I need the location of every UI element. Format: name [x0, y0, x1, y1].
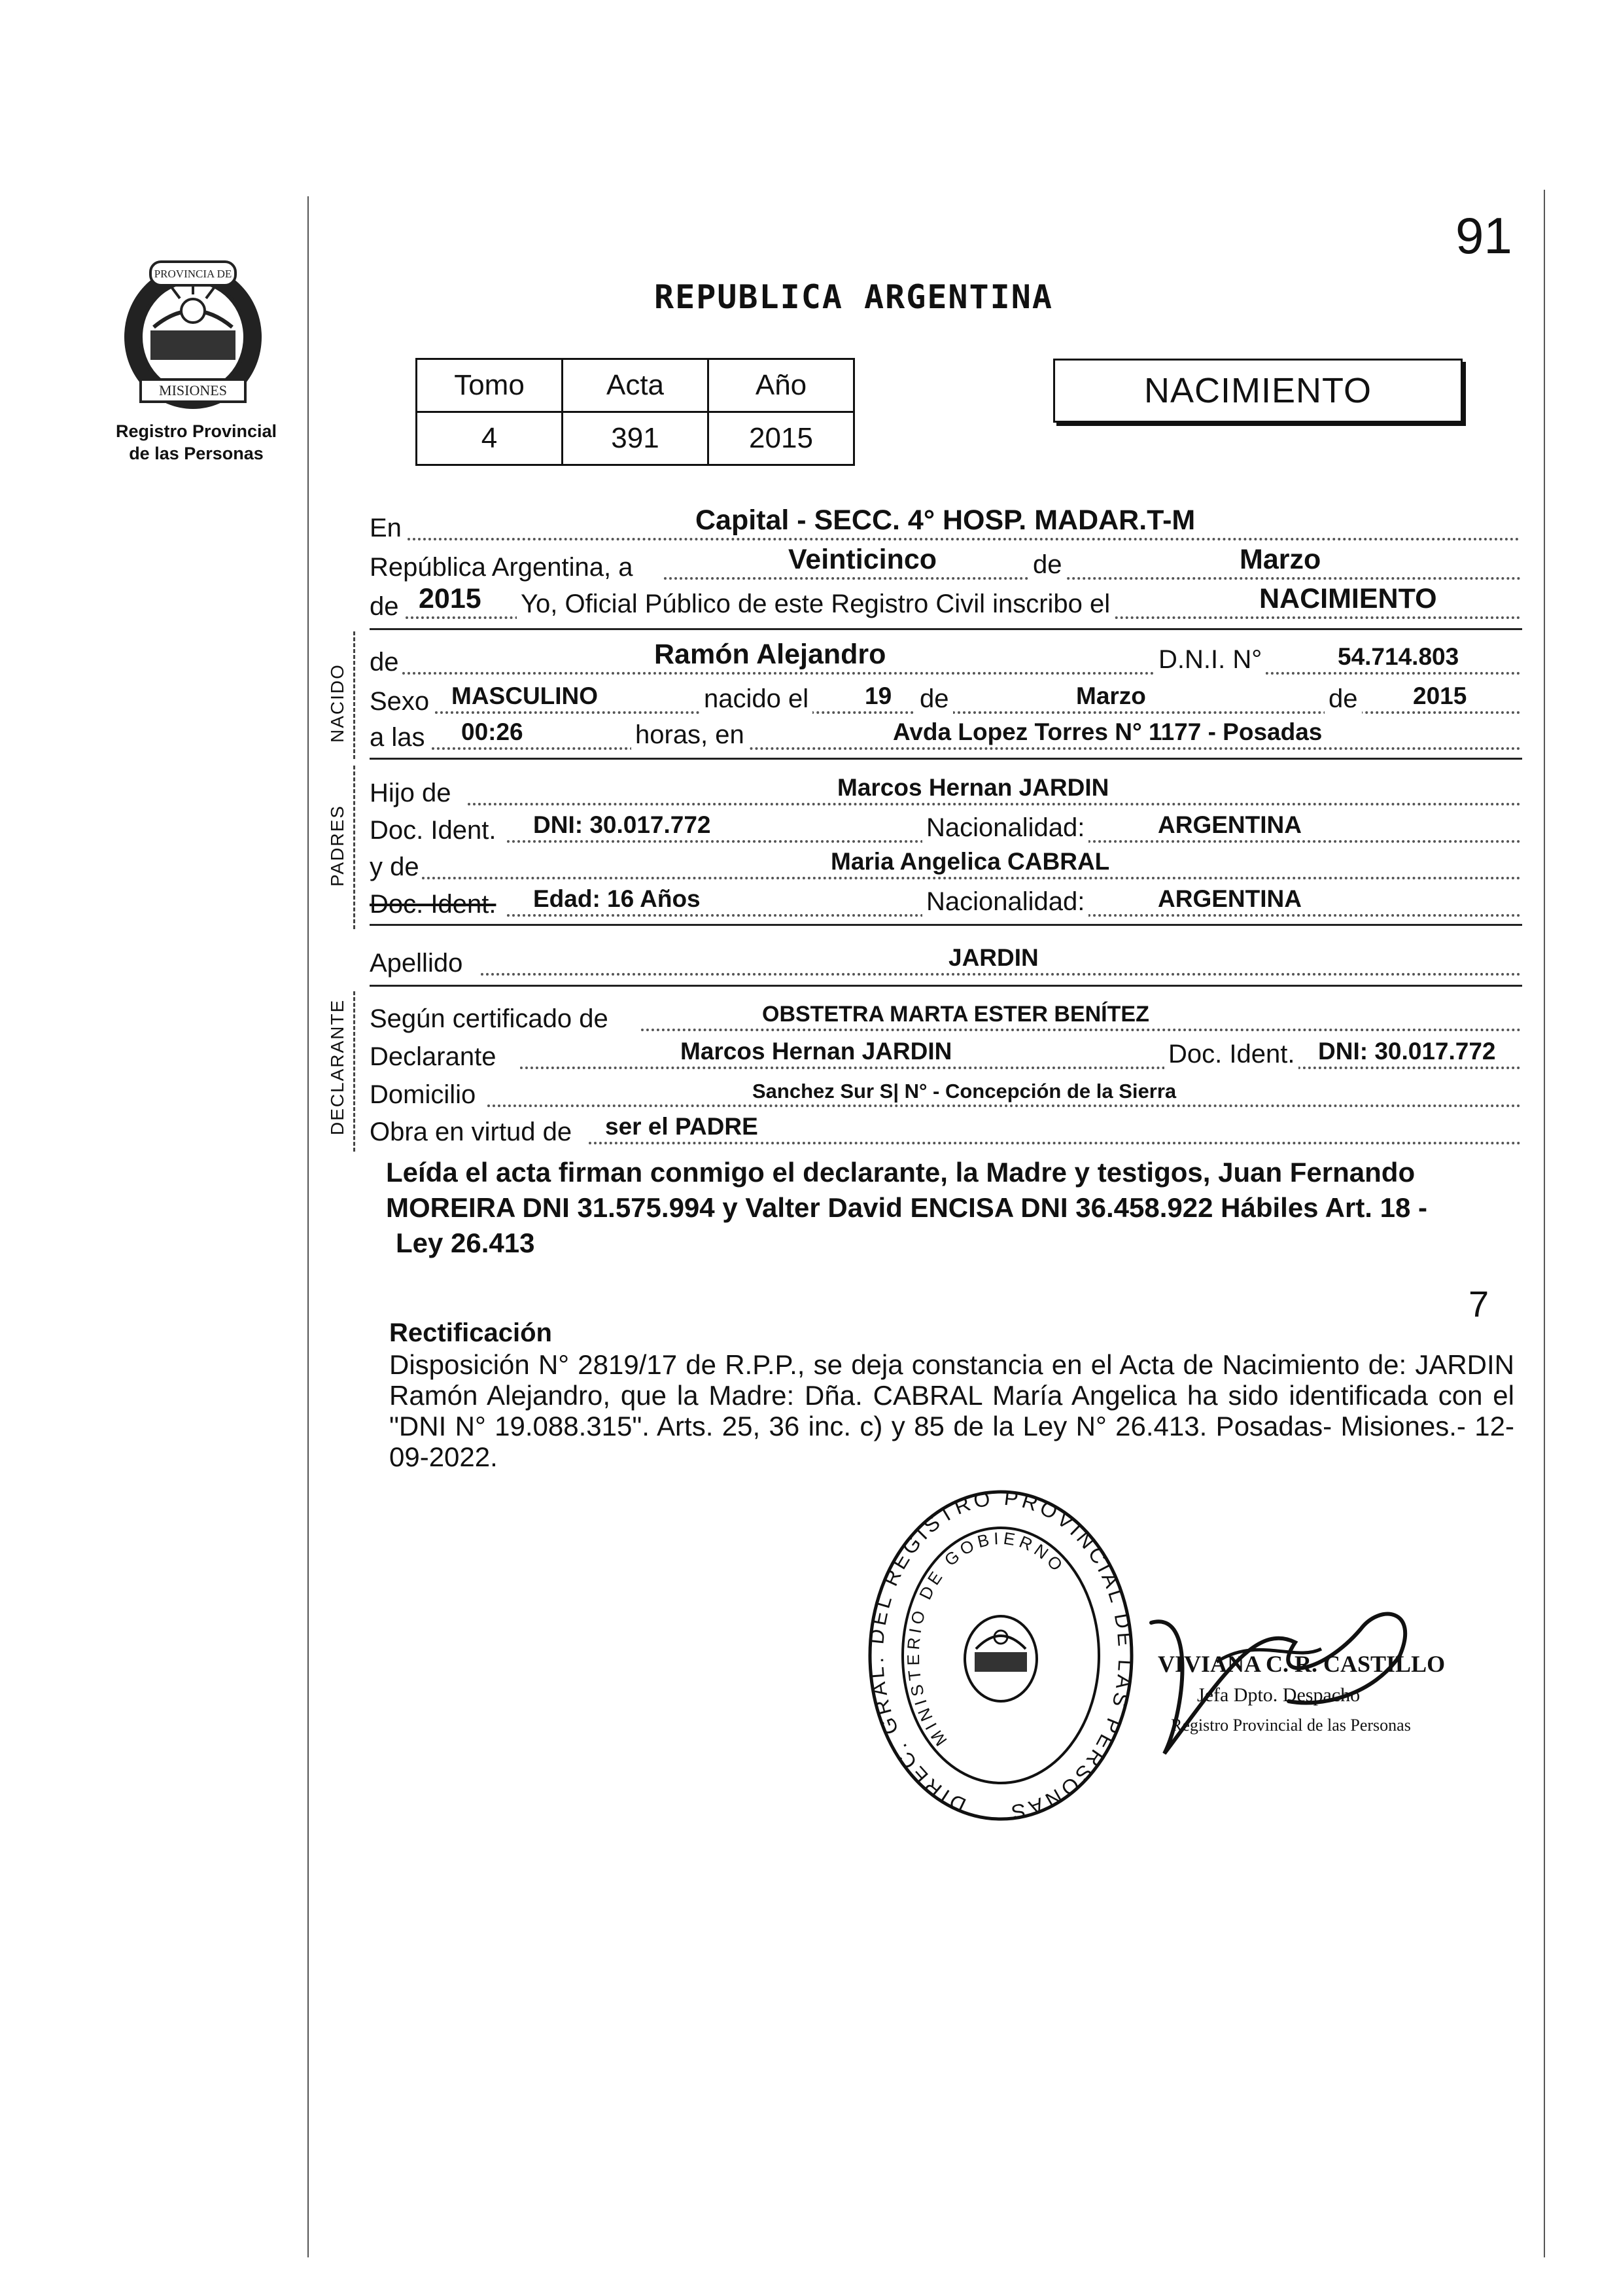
signature-name: VIVIANA C. R. CASTILLO — [1158, 1651, 1446, 1677]
dotted-fill — [432, 747, 1521, 750]
document-title: REPUBLICA ARGENTINA — [654, 278, 1053, 316]
label-republica: República Argentina, a — [370, 553, 633, 582]
row-date — [370, 543, 1521, 582]
value-birth-month: Marzo — [1076, 682, 1146, 709]
value-child-name: Ramón Alejandro — [654, 639, 886, 670]
section-bar-declarante — [353, 991, 355, 1152]
row-name — [370, 638, 1521, 677]
value-father-nationality: ARGENTINA — [1158, 811, 1302, 838]
rectification-number: 7 — [1469, 1283, 1489, 1324]
value-month: Marzo — [1240, 544, 1321, 575]
value-mother-name: Maria Angelica CABRAL — [831, 848, 1110, 875]
row-certificate — [370, 995, 1521, 1034]
record-number-table — [415, 358, 855, 466]
province-coat-of-arms-logo — [114, 255, 271, 412]
label-nacionalidad: Nacionalidad: — [922, 887, 1088, 917]
value-obra: ser el PADRE — [605, 1113, 758, 1140]
label-de: de — [1030, 550, 1065, 580]
dotted-fill — [422, 877, 1521, 879]
value-certificate: OBSTETRA MARTA ESTER BENÍTEZ — [762, 1002, 1149, 1027]
label-y-de: y de — [370, 853, 419, 881]
label-segun-certificado: Según certificado de — [370, 1004, 608, 1033]
logo-bottom-text: MISIONES — [159, 382, 227, 398]
label-official: Yo, Oficial Público de este Registro Civil inscribo el — [517, 590, 1114, 619]
label-horas: horas, en — [631, 720, 748, 750]
row-father — [370, 769, 1521, 808]
closing-line-2: MOREIRA DNI 31.575.994 y Valter David ENCISA DNI 36.458.922 Hábiles Art. 18 - — [386, 1192, 1428, 1223]
label-doc-ident: Doc. Ident. — [1164, 1040, 1298, 1069]
label-de: de — [916, 684, 953, 714]
label-de: de — [1325, 684, 1362, 714]
value-declarant-name: Marcos Hernan JARDIN — [680, 1038, 952, 1065]
divider — [370, 628, 1522, 630]
table-header-acta: Acta — [563, 359, 708, 412]
label-doc-ident: Doc. Ident. — [370, 816, 496, 845]
label-de: de — [370, 592, 399, 621]
value-declarant-doc: DNI: 30.017.772 — [1318, 1038, 1496, 1065]
right-margin-line — [1544, 190, 1545, 2257]
value-sex: MASCULINO — [451, 682, 599, 709]
value-father-name: Marcos Hernan JARDIN — [837, 774, 1109, 801]
table-value-tomo: 4 — [417, 412, 563, 465]
table-header-anio: Año — [708, 359, 854, 412]
closing-line-3: Ley 26.413 — [396, 1227, 535, 1258]
dotted-fill — [402, 672, 1521, 675]
label-a-las: a las — [370, 723, 425, 752]
section-label-nacido: NACIDO — [327, 663, 347, 743]
dotted-fill — [408, 538, 1520, 540]
label-dni: D.N.I. N° — [1155, 645, 1266, 675]
dotted-fill — [589, 1142, 1521, 1144]
left-margin-line — [307, 196, 309, 2257]
table-header-tomo: Tomo — [417, 359, 563, 412]
row-year — [370, 582, 1521, 622]
dotted-fill — [481, 973, 1521, 976]
row-place — [370, 504, 1521, 543]
registry-label-line2: de las Personas — [129, 444, 264, 463]
value-day-words: Veinticinco — [788, 544, 937, 575]
label-de: de — [370, 648, 399, 677]
row-father-doc — [370, 806, 1521, 845]
signature — [1125, 1583, 1465, 1780]
value-birth-time: 00:26 — [461, 718, 523, 745]
row-domicile — [370, 1070, 1521, 1110]
rectification-title: Rectificación — [389, 1318, 552, 1347]
registry-label — [92, 420, 301, 465]
row-surname — [370, 939, 1521, 978]
registry-label-line1: Registro Provincial — [115, 421, 277, 441]
official-seal — [863, 1485, 1138, 1826]
dotted-fill — [664, 577, 1521, 580]
value-place: Capital - SECC. 4° HOSP. MADAR.T-M — [695, 504, 1196, 536]
divider — [370, 985, 1522, 987]
row-declarant — [370, 1033, 1521, 1072]
signature-title: Jefa Dpto. Despacho — [1197, 1684, 1361, 1706]
section-bar-nacido — [353, 631, 355, 759]
closing-line-1: Leída el acta firman conmigo el declarante, la Madre y testigos, Juan Fernando — [386, 1157, 1416, 1188]
value-act-name: NACIMIENTO — [1259, 583, 1437, 614]
label-en: En — [370, 514, 402, 542]
section-label-declarante: DECLARANTE — [327, 998, 347, 1135]
value-mother-age: Edad: 16 Años — [533, 885, 701, 912]
divider — [370, 924, 1522, 926]
value-birth-place: Avda Lopez Torres N° 1177 - Posadas — [893, 718, 1323, 745]
page-number: 91 — [1455, 207, 1512, 264]
row-obra — [370, 1108, 1521, 1147]
label-nacido-el: nacido el — [700, 684, 812, 714]
label-apellido: Apellido — [370, 949, 463, 978]
dotted-fill — [487, 1104, 1521, 1107]
label-domicilio: Domicilio — [370, 1080, 476, 1109]
dotted-fill — [641, 1029, 1521, 1031]
section-bar-padres — [353, 766, 355, 929]
value-surname: JARDIN — [948, 944, 1039, 971]
table-value-anio: 2015 — [708, 412, 854, 465]
label-doc-ident-struck: Doc. Ident. — [370, 890, 496, 919]
value-mother-nationality: ARGENTINA — [1158, 885, 1302, 912]
divider — [370, 758, 1522, 760]
label-nacionalidad: Nacionalidad: — [922, 813, 1088, 843]
table-value-acta: 391 — [563, 412, 708, 465]
dotted-fill — [520, 1067, 1521, 1069]
seal-outer-text: DIREC. GRAL. DEL REGISTRO PROVINCIAL DE LAS PERSONAS — [863, 1485, 1138, 1825]
signature-office: Registro Provincial de las Personas — [1171, 1716, 1411, 1735]
seal-inner-text: MINISTERIO DE GOBIERNO — [903, 1528, 1069, 1750]
logo-top-text: PROVINCIA DE — [154, 268, 232, 280]
label-obra-en-virtud: Obra en virtud de — [370, 1118, 572, 1146]
row-mother-doc — [370, 880, 1521, 919]
value-year: 2015 — [419, 583, 481, 614]
value-birth-year: 2015 — [1413, 682, 1467, 709]
value-father-doc: DNI: 30.017.772 — [533, 811, 711, 838]
row-sex-birthdate — [370, 677, 1521, 716]
label-declarante: Declarante — [370, 1042, 496, 1071]
label-hijo-de: Hijo de — [370, 779, 451, 807]
section-label-padres: PADRES — [327, 804, 347, 887]
row-time-place — [370, 713, 1521, 752]
label-sexo: Sexo — [370, 687, 430, 716]
dotted-fill — [468, 803, 1521, 805]
value-domicile: Sanchez Sur S| N° - Concepción de la Sierra — [752, 1080, 1177, 1103]
record-type-box: NACIMIENTO — [1053, 359, 1463, 423]
row-mother — [370, 843, 1521, 882]
rectification-text: Disposición N° 2819/17 de R.P.P., se deja constancia en el Acta de Nacimiento de: JARDIN Ramón Alejandro, que la Madre: Dña. CABRAL María Angelica ha sido identificada con el "DNI N° 19.088.315". Arts. 25, 36 inc. c) y 85 de la Ley N° 26.413. Posadas- Misiones.- 12-09-2022. — [389, 1349, 1514, 1472]
value-birth-day: 19 — [865, 682, 892, 709]
value-child-dni: 54.714.803 — [1338, 643, 1459, 670]
